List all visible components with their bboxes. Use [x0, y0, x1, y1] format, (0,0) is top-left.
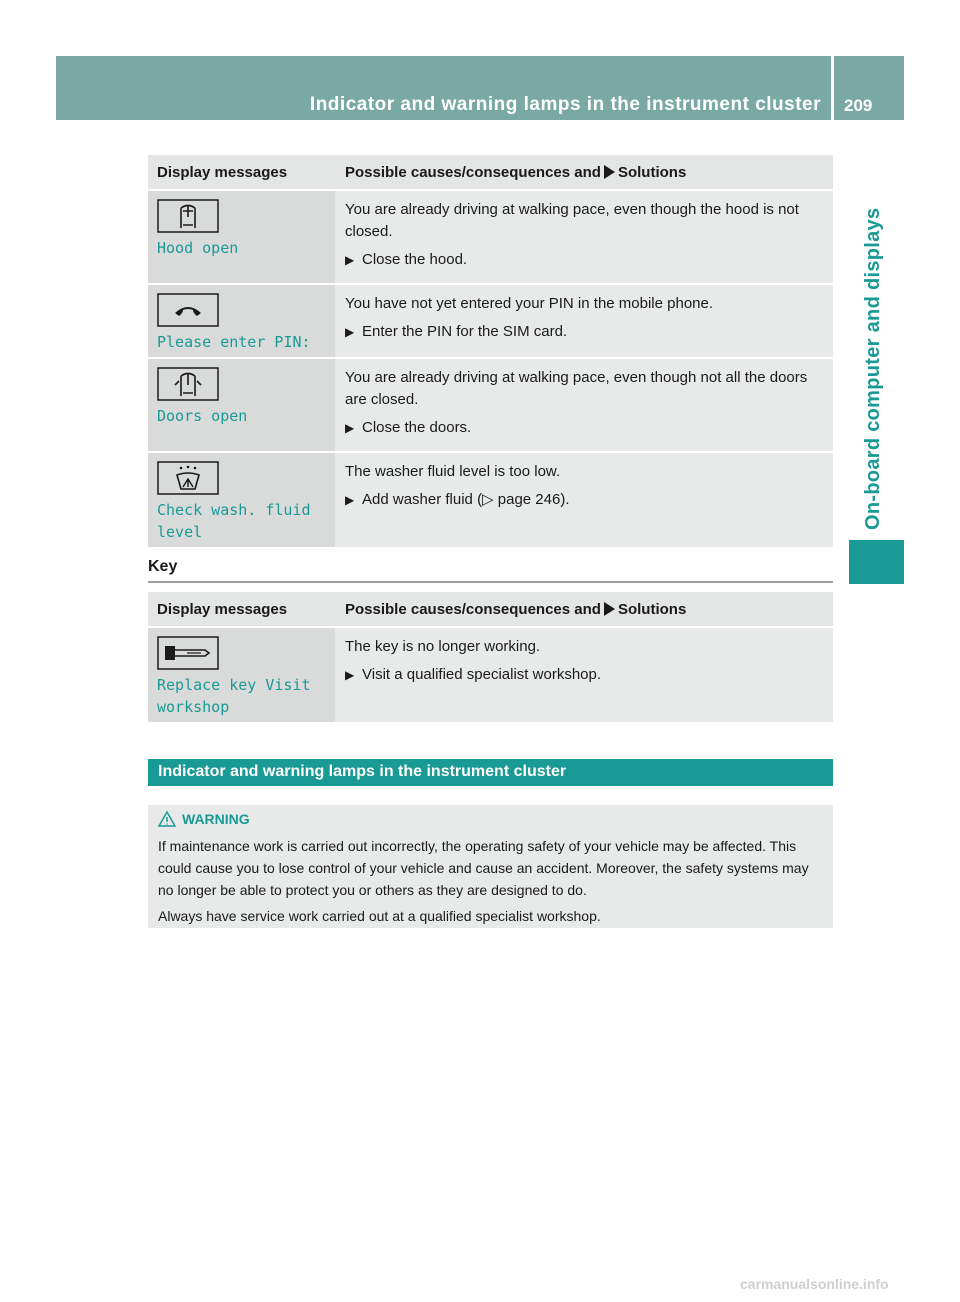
- display-message-text-line1: Check wash. fluid: [157, 501, 311, 519]
- display-messages-table: [148, 155, 833, 549]
- column-header-display: Display messages: [148, 155, 335, 190]
- step-arrow-icon: ▶: [345, 668, 355, 682]
- warning-label: WARNING: [182, 811, 250, 827]
- solution-step: [345, 664, 825, 686]
- hood-open-icon: [157, 199, 219, 233]
- table-row: [148, 190, 833, 284]
- display-message-text: Please enter PIN:: [157, 333, 311, 351]
- key-section-heading: Key: [148, 558, 178, 575]
- display-message-text: Hood open: [157, 239, 239, 257]
- step-text: Close the hood.: [362, 251, 468, 268]
- column-header-causes: [335, 592, 833, 627]
- watermark-logo: carmanualsonline.info: [740, 1276, 889, 1292]
- key-messages-table: [148, 592, 833, 724]
- warning-box: [148, 805, 833, 928]
- warning-text-2: Always have service work carried out at a qualified specialist workshop.: [158, 908, 601, 924]
- warning-body: [158, 835, 828, 931]
- display-message-text: Doors open: [157, 407, 248, 425]
- cause-text: The key is no longer working.: [345, 638, 541, 655]
- causes-cell: [335, 190, 833, 284]
- solution-step: [345, 417, 825, 439]
- cause-text: You have not yet entered your PIN in the mobile phone.: [345, 295, 714, 312]
- header-page-box: [834, 56, 904, 120]
- table-row: [148, 627, 833, 723]
- step-text: Visit a qualified specialist workshop.: [362, 666, 602, 683]
- section-title-bar: [148, 759, 833, 786]
- step-text: Close the doors.: [362, 419, 472, 436]
- causes-cell: [335, 452, 833, 548]
- cause-text: You are already driving at walking pace, even though not all the doors are closed.: [345, 369, 808, 408]
- key-icon: [157, 636, 219, 670]
- washer-fluid-icon: [157, 461, 219, 495]
- side-tab-marker: [849, 540, 904, 584]
- solution-step: [345, 489, 825, 511]
- step-arrow-icon: ▶: [345, 493, 355, 507]
- display-cell: [148, 452, 335, 548]
- solution-step: [345, 249, 825, 271]
- warning-heading: [158, 811, 250, 827]
- page-number: 209: [844, 96, 873, 115]
- column-header-display: Display messages: [148, 592, 335, 627]
- header-title: Indicator and warning lamps in the instrument cluster: [309, 94, 821, 115]
- display-cell: [148, 190, 335, 284]
- step-arrow-icon: ▶: [345, 253, 355, 267]
- step-arrow-icon: ▶: [345, 421, 355, 435]
- header-bar: [56, 56, 831, 120]
- display-message-text-line1: Replace key Visit: [157, 676, 311, 694]
- display-cell: [148, 358, 335, 452]
- table-row: [148, 358, 833, 452]
- solution-arrow-icon: [604, 165, 615, 179]
- side-tab-label: On-board computer and displays: [862, 207, 884, 530]
- step-text: Add washer fluid (▷ page 246).: [362, 491, 570, 508]
- column-header-solutions-text: Solutions: [617, 600, 687, 618]
- table-header-row: [148, 592, 833, 627]
- display-message-text-line2: level: [157, 523, 203, 541]
- causes-cell: [335, 358, 833, 452]
- key-section-rule: [148, 581, 833, 583]
- step-arrow-icon: ▶: [345, 325, 355, 339]
- solution-step: [345, 321, 825, 343]
- table-header-row: [148, 155, 833, 190]
- solution-arrow-icon: [604, 602, 615, 616]
- display-message-text-line2: workshop: [157, 698, 230, 716]
- column-header-causes: [335, 155, 833, 190]
- section-title: Indicator and warning lamps in the instrument cluster: [158, 763, 567, 780]
- column-header-causes-text: Possible causes/consequences and: [345, 600, 601, 618]
- phone-icon: [157, 293, 219, 327]
- column-header-solutions-text: Solutions: [617, 163, 687, 181]
- display-cell: [148, 627, 335, 723]
- warning-triangle-icon: [158, 811, 176, 827]
- doors-open-icon: [157, 367, 219, 401]
- cause-text: The washer fluid level is too low.: [345, 463, 561, 480]
- causes-cell: [335, 284, 833, 358]
- cause-text: You are already driving at walking pace, even though the hood is not closed.: [345, 201, 799, 240]
- display-cell: [148, 284, 335, 358]
- table-row: [148, 284, 833, 358]
- warning-text-1: If maintenance work is carried out incorrectly, the operating safety of your vehicle may be affected. This could cause you to lose control of your vehicle and cause an accident. Moreover, the safety systems may no longer be able to protect you or others as they are designed to do.: [158, 838, 809, 898]
- table-row: [148, 452, 833, 548]
- step-text: Enter the PIN for the SIM card.: [362, 323, 568, 340]
- causes-cell: [335, 627, 833, 723]
- column-header-causes-text: Possible causes/consequences and: [345, 163, 601, 181]
